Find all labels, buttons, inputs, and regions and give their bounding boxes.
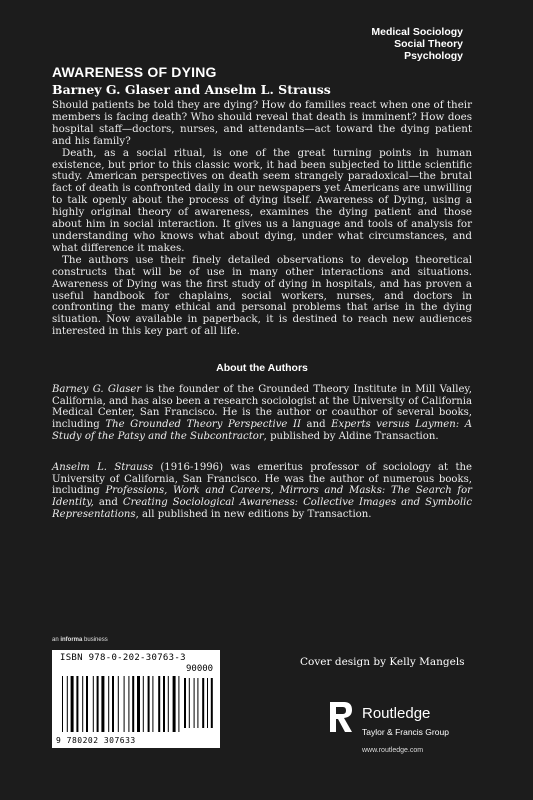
routledge-logo-icon (326, 700, 356, 734)
bio-text: (1916-1996) was emeritus professor of sociology at the University of California, San Francisco. He was the author of numerous books, including (52, 462, 472, 497)
subject-categories (371, 26, 463, 62)
author-bio-strauss (52, 462, 472, 521)
bio-text: , all published in new editions by Transaction. (135, 508, 372, 520)
book-authors: Barney G. Glaser and Anselm L. Strauss (52, 82, 331, 97)
bio-book-title: Creating Sociological Awareness: Collective Images and Symbolic Representations (52, 497, 472, 520)
bio-author-name: Barney G. Glaser (52, 384, 142, 395)
category-3: Psychology (404, 50, 463, 62)
description-paragraph-1: Should patients be told they are dying? How do families react when one of their members is facing death? Who should reveal that death is imminent? How does hospital staff—doctors, nurses, and attendants—act toward the dying patient and his family? (52, 99, 472, 147)
book-title: AWARENESS OF DYING (52, 64, 217, 80)
bio-text: , published by Aldine Transaction. (263, 430, 439, 442)
about-authors-heading: About the Authors (216, 362, 308, 374)
bio-book-title: The Grounded Theory Perspective II (105, 419, 301, 431)
bio-book-title: Experts versus Laymen: A Study of the Patsy and the Subcontractor (52, 419, 472, 442)
cover-design-credit: Cover design by Kelly Mangels (300, 656, 465, 668)
price-code: 90000 (186, 664, 214, 674)
description-paragraph-3: The authors use their finely detailed observations to develop theoretical constructs that will be of use in many other interactions and situations. Awareness of Dying was the first study of dying in hospitals, and has proven a useful handbook for chaplains, social workers, nurses, and doctors in confronting the many ethical and personal problems that arise in the dying situation. Now available in paperback, it is destined to reach new audiences interested in this key part of all life. (52, 253, 472, 338)
publisher-url: www.routledge.com (362, 747, 424, 754)
barcode-bars (52, 650, 220, 748)
category-2: Social Theory (394, 38, 463, 50)
category-1: Medical Sociology (371, 26, 463, 38)
informa-business-line: an informa business (52, 637, 108, 643)
bio-text: is the founder of the Grounded Theory Institute in Mill Valley, California, and has also been a research sociologist at the University of California Medical Center, San Francisco. He is the author or coauthor of several books, including (52, 384, 472, 431)
bio-author-name: Anselm L. Strauss (52, 462, 154, 473)
author-bio-glaser (52, 384, 472, 443)
bio-text: and (300, 419, 332, 431)
informa-brand: informa (60, 637, 83, 643)
isbn-label: ISBN 978-0-202-30763-3 (60, 653, 186, 663)
bio-book-title: Professions, Work and Careers, Mirrors and Masks: The Search for Identity, (52, 485, 472, 509)
publisher-name: Routledge (362, 705, 431, 722)
barcode-number: 9 780202 307633 (56, 736, 136, 745)
description-paragraph-2: Death, as a social ritual, is one of the great turning points in human existence, but prior to this classic work, it had been subjected to little scientific study. American perspectives on death seem strangely paradoxical—the brutal fact of death is confronted daily in our newspapers yet Americans are unwilling to talk openly about the process of dying itself. Awareness of Dying, using a highly original theory of awareness, examines the dying patient and those about him in social interaction. It gives us a language and tools of analysis for understanding who knows what about dying, under what circumstances, and what difference it makes. (52, 146, 472, 254)
isbn-barcode (52, 650, 220, 748)
publisher-group: Taylor & Francis Group (362, 727, 449, 737)
book-description (52, 100, 472, 338)
bio-text: and (93, 497, 123, 509)
